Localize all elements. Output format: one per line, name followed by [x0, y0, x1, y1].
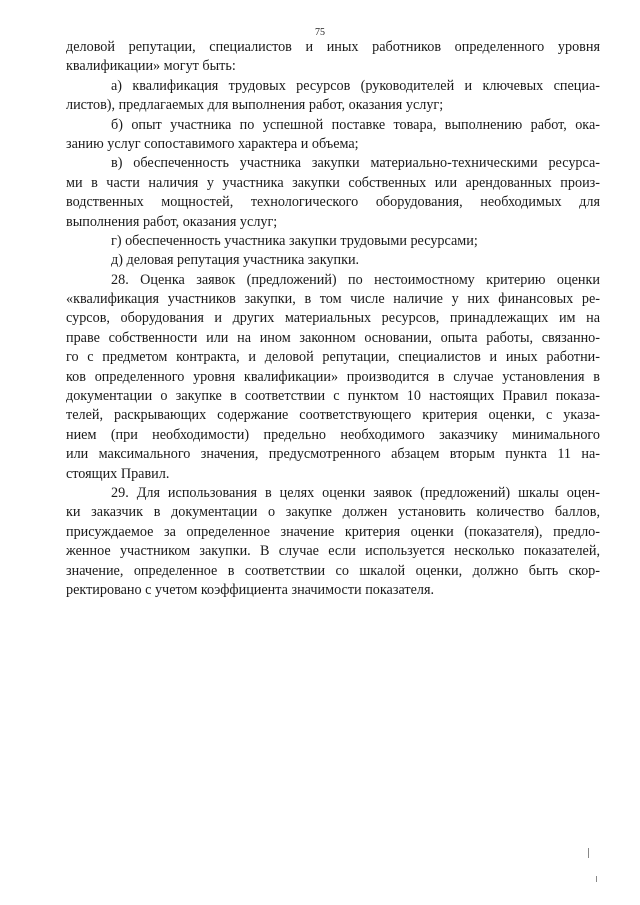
- paragraph-item-b: [66, 116, 600, 155]
- paragraph-continuation: [66, 38, 600, 77]
- text-line: стоящих Правил.: [66, 465, 170, 482]
- text-line: листов), предлагаемых для выполнения работ, оказания услуг;: [66, 97, 444, 114]
- text-line: документации о закупке в соответствии с пунктом 10 настоящих Правил показа-: [66, 388, 600, 405]
- text-line: го с предметом контракта, и деловой репутации, специалистов и иных работни-: [66, 349, 600, 366]
- text-line: выполнения работ, оказания услуг;: [66, 213, 278, 230]
- text-line: ректировано с учетом коэффициента значимости показателя.: [66, 581, 435, 598]
- paragraph-item-d: [66, 251, 600, 270]
- text-line: водственных мощностей, технологического оборудования, необходимых для: [66, 194, 600, 211]
- page-body: [66, 38, 600, 600]
- text-line: «квалификация участников закупки, в том числе наличие у них финансовых ре-: [66, 291, 600, 308]
- text-line: 29. Для использования в целях оценки заявок (предложений) шкалы оцен-: [111, 484, 600, 501]
- paragraph-item-29: [66, 484, 600, 600]
- text-line: праве собственности или на ином законном основании, опыта работы, связанно-: [66, 329, 600, 346]
- text-line: значение, определенное в соответствии со шкалой оценки, должно быть скор-: [66, 562, 600, 579]
- text-line: в) обеспеченность участника закупки материально-техническими ресурса-: [111, 155, 600, 172]
- paragraph-item-a: [66, 77, 600, 116]
- text-line: ки заказчик в документации о закупке должен установить количество баллов,: [66, 504, 600, 521]
- text-line: д) деловая репутация участника закупки.: [111, 252, 360, 269]
- text-line: ми в части наличия у участника закупки собственных или арендованных произ-: [66, 174, 600, 191]
- text-line: занию услуг сопоставимого характера и объема;: [66, 135, 359, 152]
- text-line: г) обеспеченность участника закупки трудовыми ресурсами;: [111, 232, 478, 249]
- paragraph-item-v: [66, 154, 600, 232]
- text-line: присуждаемое за определенное значение критерия оценки (показателя), предло-: [66, 523, 600, 540]
- scan-artifact-mark: [596, 876, 597, 882]
- text-line: 28. Оценка заявок (предложений) по нестоимостному критерию оценки: [111, 271, 600, 288]
- text-line: б) опыт участника по успешной поставке товара, выполнению работ, ока-: [111, 116, 600, 133]
- paragraph-item-g: [66, 232, 600, 251]
- text-line: или максимального значения, предусмотренного абзацем вторым пункта 11 на-: [66, 446, 600, 463]
- text-line: телей, раскрывающих содержание соответствующего критерия оценки, с указа-: [66, 407, 600, 424]
- text-line: женное участником закупки. В случае если используется несколько показателей,: [66, 543, 600, 560]
- text-line: сурсов, оборудования и других материальных ресурсов, принадлежащих им на: [66, 310, 600, 327]
- text-line: квалификации» могут быть:: [66, 58, 236, 75]
- paragraph-item-28: [66, 271, 600, 484]
- text-line: нием (при необходимости) предельно необходимого заказчику минимального: [66, 426, 600, 443]
- text-line: ков определенного уровня квалификации» производится в случае установления в: [66, 368, 600, 385]
- scan-artifact-mark: [588, 848, 589, 858]
- text-line: деловой репутации, специалистов и иных работников определенного уровня: [66, 39, 600, 55]
- page-number: 75: [315, 27, 325, 38]
- text-line: а) квалификация трудовых ресурсов (руководителей и ключевых специа-: [111, 77, 600, 94]
